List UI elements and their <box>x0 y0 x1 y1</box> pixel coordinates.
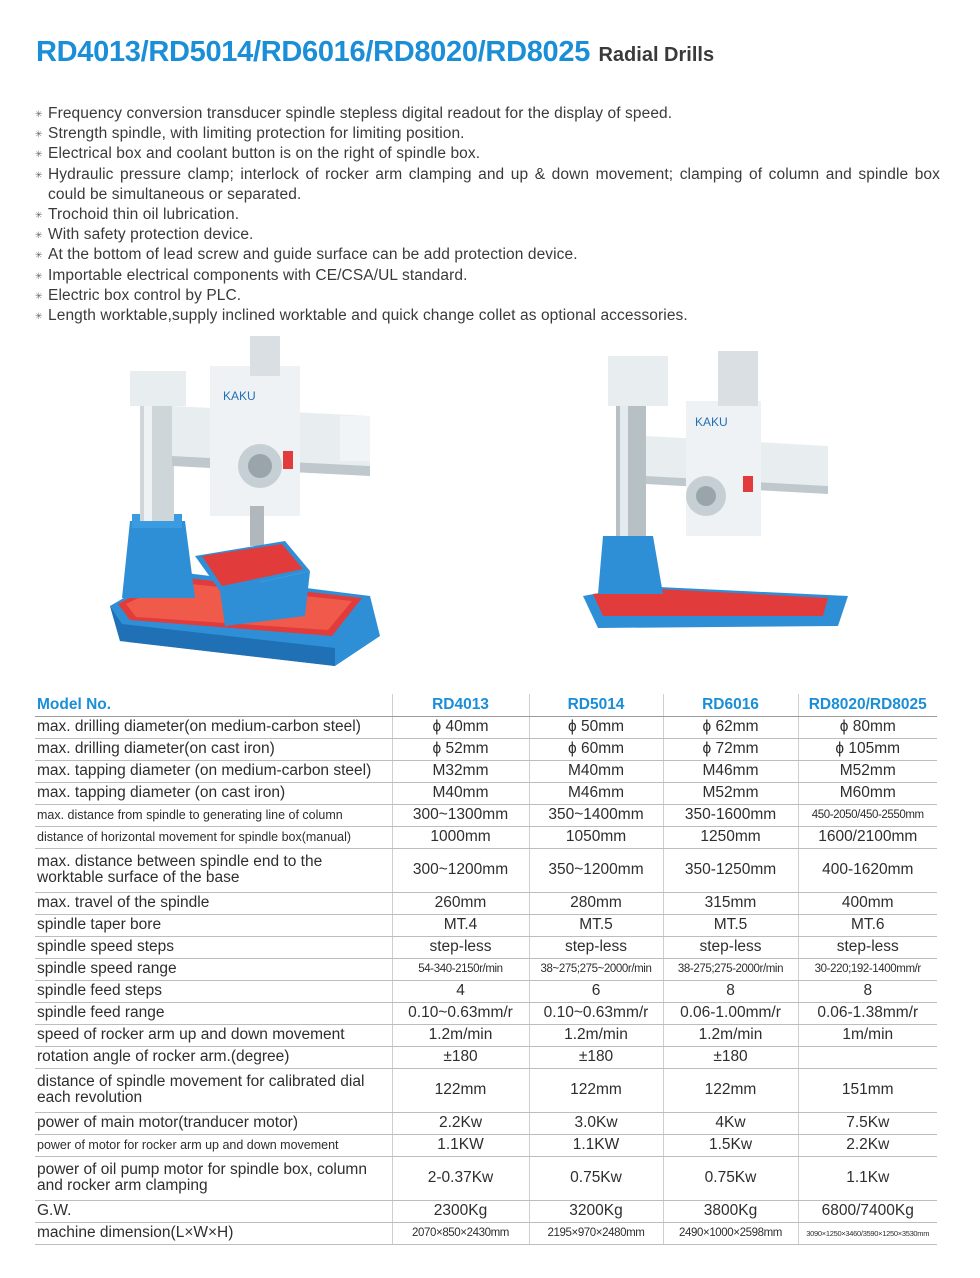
table-row <box>35 1068 937 1112</box>
table-row <box>35 826 937 848</box>
table-row <box>35 738 937 760</box>
cell: 400mm <box>798 892 937 914</box>
cell: 260mm <box>392 892 529 914</box>
cell: MT.5 <box>663 914 798 936</box>
table-row <box>35 1156 937 1200</box>
row-label: machine dimension(L×W×H) <box>35 1222 392 1244</box>
cell: 6 <box>529 980 663 1002</box>
cell: 2195×970×2480mm <box>529 1222 663 1244</box>
cell: 4Kw <box>663 1112 798 1134</box>
cell: M60mm <box>798 782 937 804</box>
cell: 400-1620mm <box>798 848 937 892</box>
table-row <box>35 914 937 936</box>
row-label: max. drilling diameter(on cast iron) <box>35 738 392 760</box>
table-row <box>35 892 937 914</box>
table-header-row <box>35 694 937 716</box>
cell: 350~1200mm <box>529 848 663 892</box>
cell: 0.10~0.63mm/r <box>392 1002 529 1024</box>
cell: 7.5Kw <box>798 1112 937 1134</box>
table-row <box>35 1134 937 1156</box>
cell: ϕ 40mm <box>392 716 529 738</box>
feature-item: ✳ Hydraulic pressure clamp; interlock of rocker arm clamping and up & down movement; clamping of column and spindle box could be simultaneous or separated. <box>35 165 940 205</box>
cell: 300~1200mm <box>392 848 529 892</box>
cell: ϕ 105mm <box>798 738 937 760</box>
radial-drill-image <box>100 336 390 676</box>
table-row <box>35 1046 937 1068</box>
table-row <box>35 716 937 738</box>
cell: ϕ 50mm <box>529 716 663 738</box>
feature-list <box>35 104 940 326</box>
cell: 300~1300mm <box>392 804 529 826</box>
feature-item: ✳ Strength spindle, with limiting protection for limiting position. <box>35 124 940 144</box>
table-row <box>35 1024 937 1046</box>
table-row <box>35 1112 937 1134</box>
column-header: RD6016 <box>663 694 798 716</box>
cell: M40mm <box>529 760 663 782</box>
row-label: power of main motor(tranducer motor) <box>35 1112 392 1134</box>
cell: 0.10~0.63mm/r <box>529 1002 663 1024</box>
table-row <box>35 1200 937 1222</box>
cell: 1.1KW <box>392 1134 529 1156</box>
cell: 1.5Kw <box>663 1134 798 1156</box>
cell: ϕ 62mm <box>663 716 798 738</box>
cell: 122mm <box>663 1068 798 1112</box>
table-row <box>35 980 937 1002</box>
row-label: distance of horizontal movement for spindle box(manual) <box>35 826 392 848</box>
feature-item: ✳ Electric box control by PLC. <box>35 286 940 306</box>
table-row <box>35 958 937 980</box>
cell: 350-1600mm <box>663 804 798 826</box>
cell: 38-275;275-2000r/min <box>663 958 798 980</box>
row-label: spindle speed steps <box>35 936 392 958</box>
cell: 2-0.37Kw <box>392 1156 529 1200</box>
cell: ±180 <box>663 1046 798 1068</box>
cell: 4 <box>392 980 529 1002</box>
cell: M52mm <box>663 782 798 804</box>
cell: 1.2m/min <box>663 1024 798 1046</box>
row-label: power of oil pump motor for spindle box, column and rocker arm clamping <box>35 1156 392 1200</box>
cell: 3.0Kw <box>529 1112 663 1134</box>
table-row <box>35 1002 937 1024</box>
cell: 3200Kg <box>529 1200 663 1222</box>
cell: 3090×1250×3460/3590×1250×3530mm <box>798 1222 937 1244</box>
feature-item: ✳ Length worktable,supply inclined worktable and quick change collet as optional accessories. <box>35 306 940 326</box>
column-header: RD8020/RD8025 <box>798 694 937 716</box>
cell: M46mm <box>529 782 663 804</box>
cell: 6800/7400Kg <box>798 1200 937 1222</box>
feature-item: ✳ At the bottom of lead screw and guide surface can be add protection device. <box>35 245 940 265</box>
feature-item: ✳ Trochoid thin oil lubrication. <box>35 205 940 225</box>
spec-table <box>35 694 937 1245</box>
feature-item: ✳ Frequency conversion transducer spindle stepless digital readout for the display of speed. <box>35 104 940 124</box>
cell: 350-1250mm <box>663 848 798 892</box>
cell: 280mm <box>529 892 663 914</box>
cell: 350~1400mm <box>529 804 663 826</box>
feature-item: ✳ Importable electrical components with CE/CSA/UL standard. <box>35 266 940 286</box>
cell: 1000mm <box>392 826 529 848</box>
row-label: rotation angle of rocker arm.(degree) <box>35 1046 392 1068</box>
cell: MT.5 <box>529 914 663 936</box>
cell: 54-340-2150r/min <box>392 958 529 980</box>
cell: 30-220;192-1400mm/r <box>798 958 937 980</box>
cell: 1050mm <box>529 826 663 848</box>
radial-drill-photo-right <box>578 336 858 636</box>
cell: M32mm <box>392 760 529 782</box>
radial-drill-photo-left <box>100 336 390 676</box>
cell: step-less <box>392 936 529 958</box>
cell: 1.2m/min <box>392 1024 529 1046</box>
row-label: spindle taper bore <box>35 914 392 936</box>
row-label: max. distance from spindle to generating line of column <box>35 804 392 826</box>
row-label: spindle feed range <box>35 1002 392 1024</box>
cell: ϕ 60mm <box>529 738 663 760</box>
cell: 8 <box>663 980 798 1002</box>
radial-drill-image <box>578 336 858 636</box>
row-label: spindle feed steps <box>35 980 392 1002</box>
row-label: max. tapping diameter (on medium-carbon steel) <box>35 760 392 782</box>
row-label: max. tapping diameter (on cast iron) <box>35 782 392 804</box>
column-header: RD5014 <box>529 694 663 716</box>
cell: 1m/min <box>798 1024 937 1046</box>
cell: 38~275;275~2000r/min <box>529 958 663 980</box>
cell: 1.2m/min <box>529 1024 663 1046</box>
row-label: max. travel of the spindle <box>35 892 392 914</box>
table-row <box>35 848 937 892</box>
brand-label: KAKU <box>695 415 728 429</box>
table-row <box>35 782 937 804</box>
brand-label: KAKU <box>223 389 256 403</box>
table-row <box>35 1222 937 1244</box>
title-models: RD4013/RD5014/RD6016/RD8020/RD8025 <box>36 36 591 68</box>
table-row <box>35 760 937 782</box>
cell: 0.06-1.00mm/r <box>663 1002 798 1024</box>
cell: 151mm <box>798 1068 937 1112</box>
page-title <box>36 36 714 69</box>
cell: ϕ 52mm <box>392 738 529 760</box>
row-label: max. drilling diameter(on medium-carbon steel) <box>35 716 392 738</box>
cell: step-less <box>663 936 798 958</box>
table-row <box>35 936 937 958</box>
column-header: Model No. <box>35 694 392 716</box>
cell <box>798 1046 937 1068</box>
cell: M40mm <box>392 782 529 804</box>
cell: 122mm <box>392 1068 529 1112</box>
cell: 2.2Kw <box>798 1134 937 1156</box>
cell: ϕ 80mm <box>798 716 937 738</box>
cell: 3800Kg <box>663 1200 798 1222</box>
feature-item: ✳ Electrical box and coolant button is on the right of spindle box. <box>35 144 940 164</box>
column-header: RD4013 <box>392 694 529 716</box>
cell: ±180 <box>392 1046 529 1068</box>
cell: 2.2Kw <box>392 1112 529 1134</box>
cell: 2490×1000×2598mm <box>663 1222 798 1244</box>
cell: step-less <box>798 936 937 958</box>
cell: ϕ 72mm <box>663 738 798 760</box>
table-row <box>35 804 937 826</box>
cell: MT.4 <box>392 914 529 936</box>
cell: 8 <box>798 980 937 1002</box>
cell: M46mm <box>663 760 798 782</box>
cell: M52mm <box>798 760 937 782</box>
cell: 1.1KW <box>529 1134 663 1156</box>
row-label: G.W. <box>35 1200 392 1222</box>
title-suffix: Radial Drills <box>598 44 715 66</box>
cell: step-less <box>529 936 663 958</box>
cell: 0.75Kw <box>663 1156 798 1200</box>
cell: 1250mm <box>663 826 798 848</box>
cell: ±180 <box>529 1046 663 1068</box>
cell: 0.75Kw <box>529 1156 663 1200</box>
cell: MT.6 <box>798 914 937 936</box>
cell: 2300Kg <box>392 1200 529 1222</box>
cell: 2070×850×2430mm <box>392 1222 529 1244</box>
cell: 1.1Kw <box>798 1156 937 1200</box>
row-label: speed of rocker arm up and down movement <box>35 1024 392 1046</box>
cell: 122mm <box>529 1068 663 1112</box>
cell: 315mm <box>663 892 798 914</box>
cell: 0.06-1.38mm/r <box>798 1002 937 1024</box>
cell: 450-2050/450-2550mm <box>798 804 937 826</box>
row-label: distance of spindle movement for calibrated dial each revolution <box>35 1068 392 1112</box>
row-label: power of motor for rocker arm up and down movement <box>35 1134 392 1156</box>
row-label: spindle speed range <box>35 958 392 980</box>
row-label: max. distance between spindle end to the worktable surface of the base <box>35 848 392 892</box>
feature-item: ✳ With safety protection device. <box>35 225 940 245</box>
cell: 1600/2100mm <box>798 826 937 848</box>
